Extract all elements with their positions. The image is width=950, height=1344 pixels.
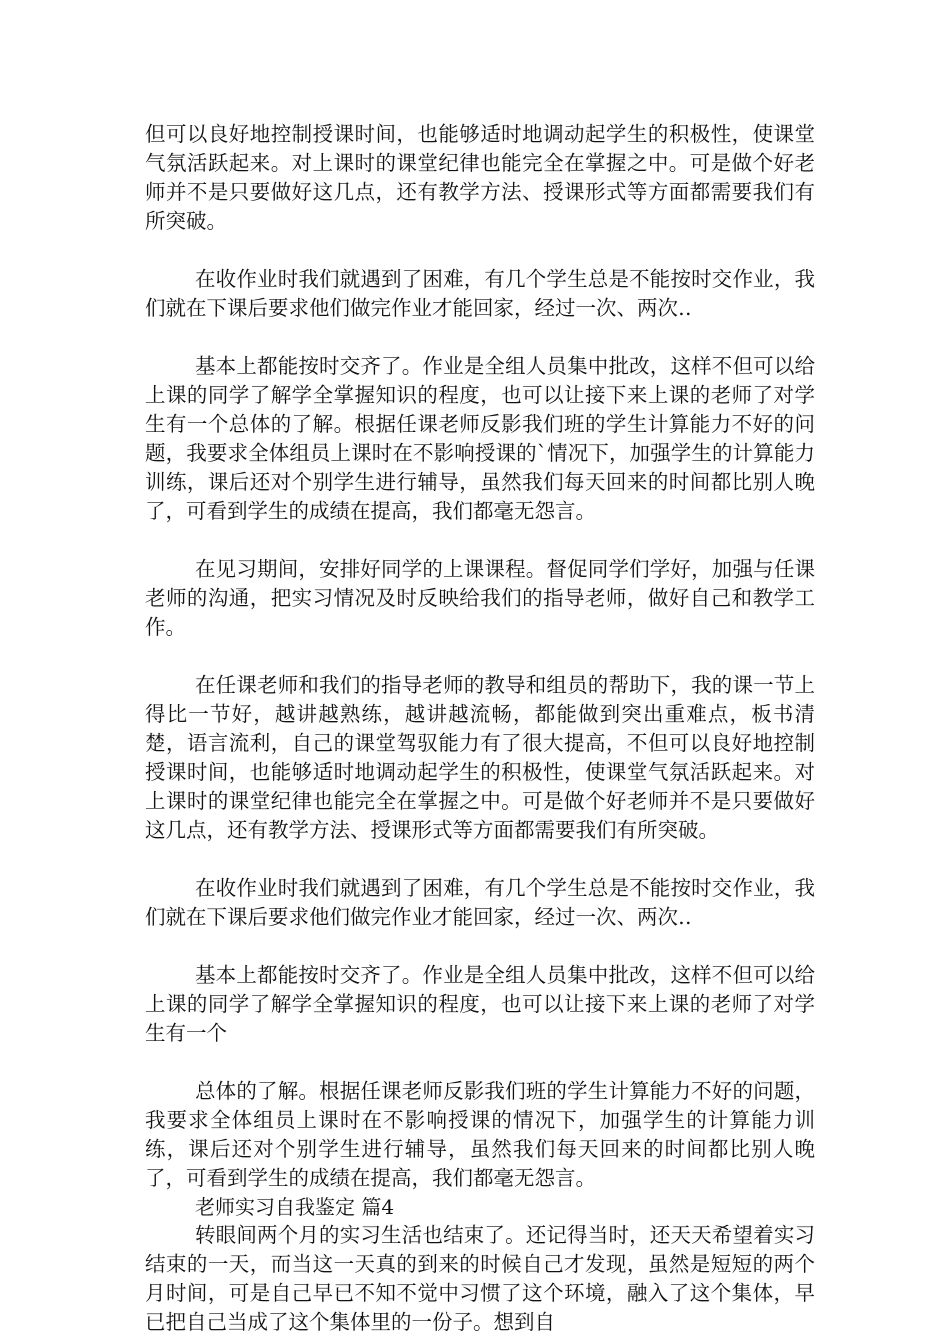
paragraph-6: 在收作业时我们就遇到了困难，有几个学生总是不能按时交作业，我们就在下课后要求他们做完作业才能回家，经过一次、两次‥ xyxy=(145,876,815,929)
paragraph-2: 在收作业时我们就遇到了困难，有几个学生总是不能按时交作业，我们就在下课后要求他们做完作业才能回家，经过一次、两次‥ xyxy=(145,267,815,320)
paragraph-5: 在任课老师和我们的指导老师的教导和组员的帮助下，我的课一节上得比一节好，越讲越熟练，越讲越流畅，都能做到突出重难点，板书清楚，语言流利，自己的课堂驾驭能力有了很大提高，不但可以良好地控制授课时间，也能够适时地调动起学生的积极性，使课堂气氛活跃起来。对上课时的课堂纪律也能完全在掌握之中。可是做个好老师并不是只要做好这几点，还有教学方法、授课形式等方面都需要我们有所突破。 xyxy=(145,673,815,842)
paragraph-4: 在见习期间，安排好同学的上课课程。督促同学们学好，加强与任课老师的沟通，把实习情况及时反映给我们的指导老师，做好自己和教学工作。 xyxy=(145,557,815,639)
document-page xyxy=(145,120,815,1337)
paragraph-8: 总体的了解。根据任课老师反影我们班的学生计算能力不好的问题，我要求全体组员上课时在不影响授课的情况下，加强学生的计算能力训练，课后还对个别学生进行辅导，虽然我们每天回来的时间都比别人晚了，可看到学生的成绩在提高，我们都毫无怨言。 xyxy=(145,1079,815,1190)
paragraph-3: 基本上都能按时交齐了。作业是全组人员集中批改，这样不但可以给上课的同学了解学全掌握知识的程度，也可以让接下来上课的老师了对学生有一个总体的了解。根据任课老师反影我们班的学生计算能力不好的问题，我要求全体组员上课时在不影响授课的`情况下，加强学生的计算能力训练，课后还对个别学生进行辅导，虽然我们每天回来的时间都比别人晚了，可看到学生的成绩在提高，我们都毫无怨言。 xyxy=(145,354,815,523)
section-heading: 老师实习自我鉴定 篇4 xyxy=(195,1195,395,1219)
paragraph-1: 但可以良好地控制授课时间，也能够适时地调动起学生的积极性，使课堂气氛活跃起来。对上课时的课堂纪律也能完全在掌握之中。可是做个好老师并不是只要做好这几点，还有教学方法、授课形式等方面都需要我们有所突破。 xyxy=(145,122,815,233)
paragraph-7: 基本上都能按时交齐了。作业是全组人员集中批改，这样不但可以给上课的同学了解学全掌握知识的程度，也可以让接下来上课的老师了对学生有一个 xyxy=(145,963,815,1045)
paragraph-9: 转眼间两个月的实习生活也结束了。还记得当时，还天天希望着实习结束的一天，而当这一天真的到来的时候自己才发现，虽然是短短的两个月时间，可是自己早已不知不觉中习惯了这个环境，融入了这个集体，早已把自己当成了这个集体里的一份子。想到自 xyxy=(145,1223,815,1334)
